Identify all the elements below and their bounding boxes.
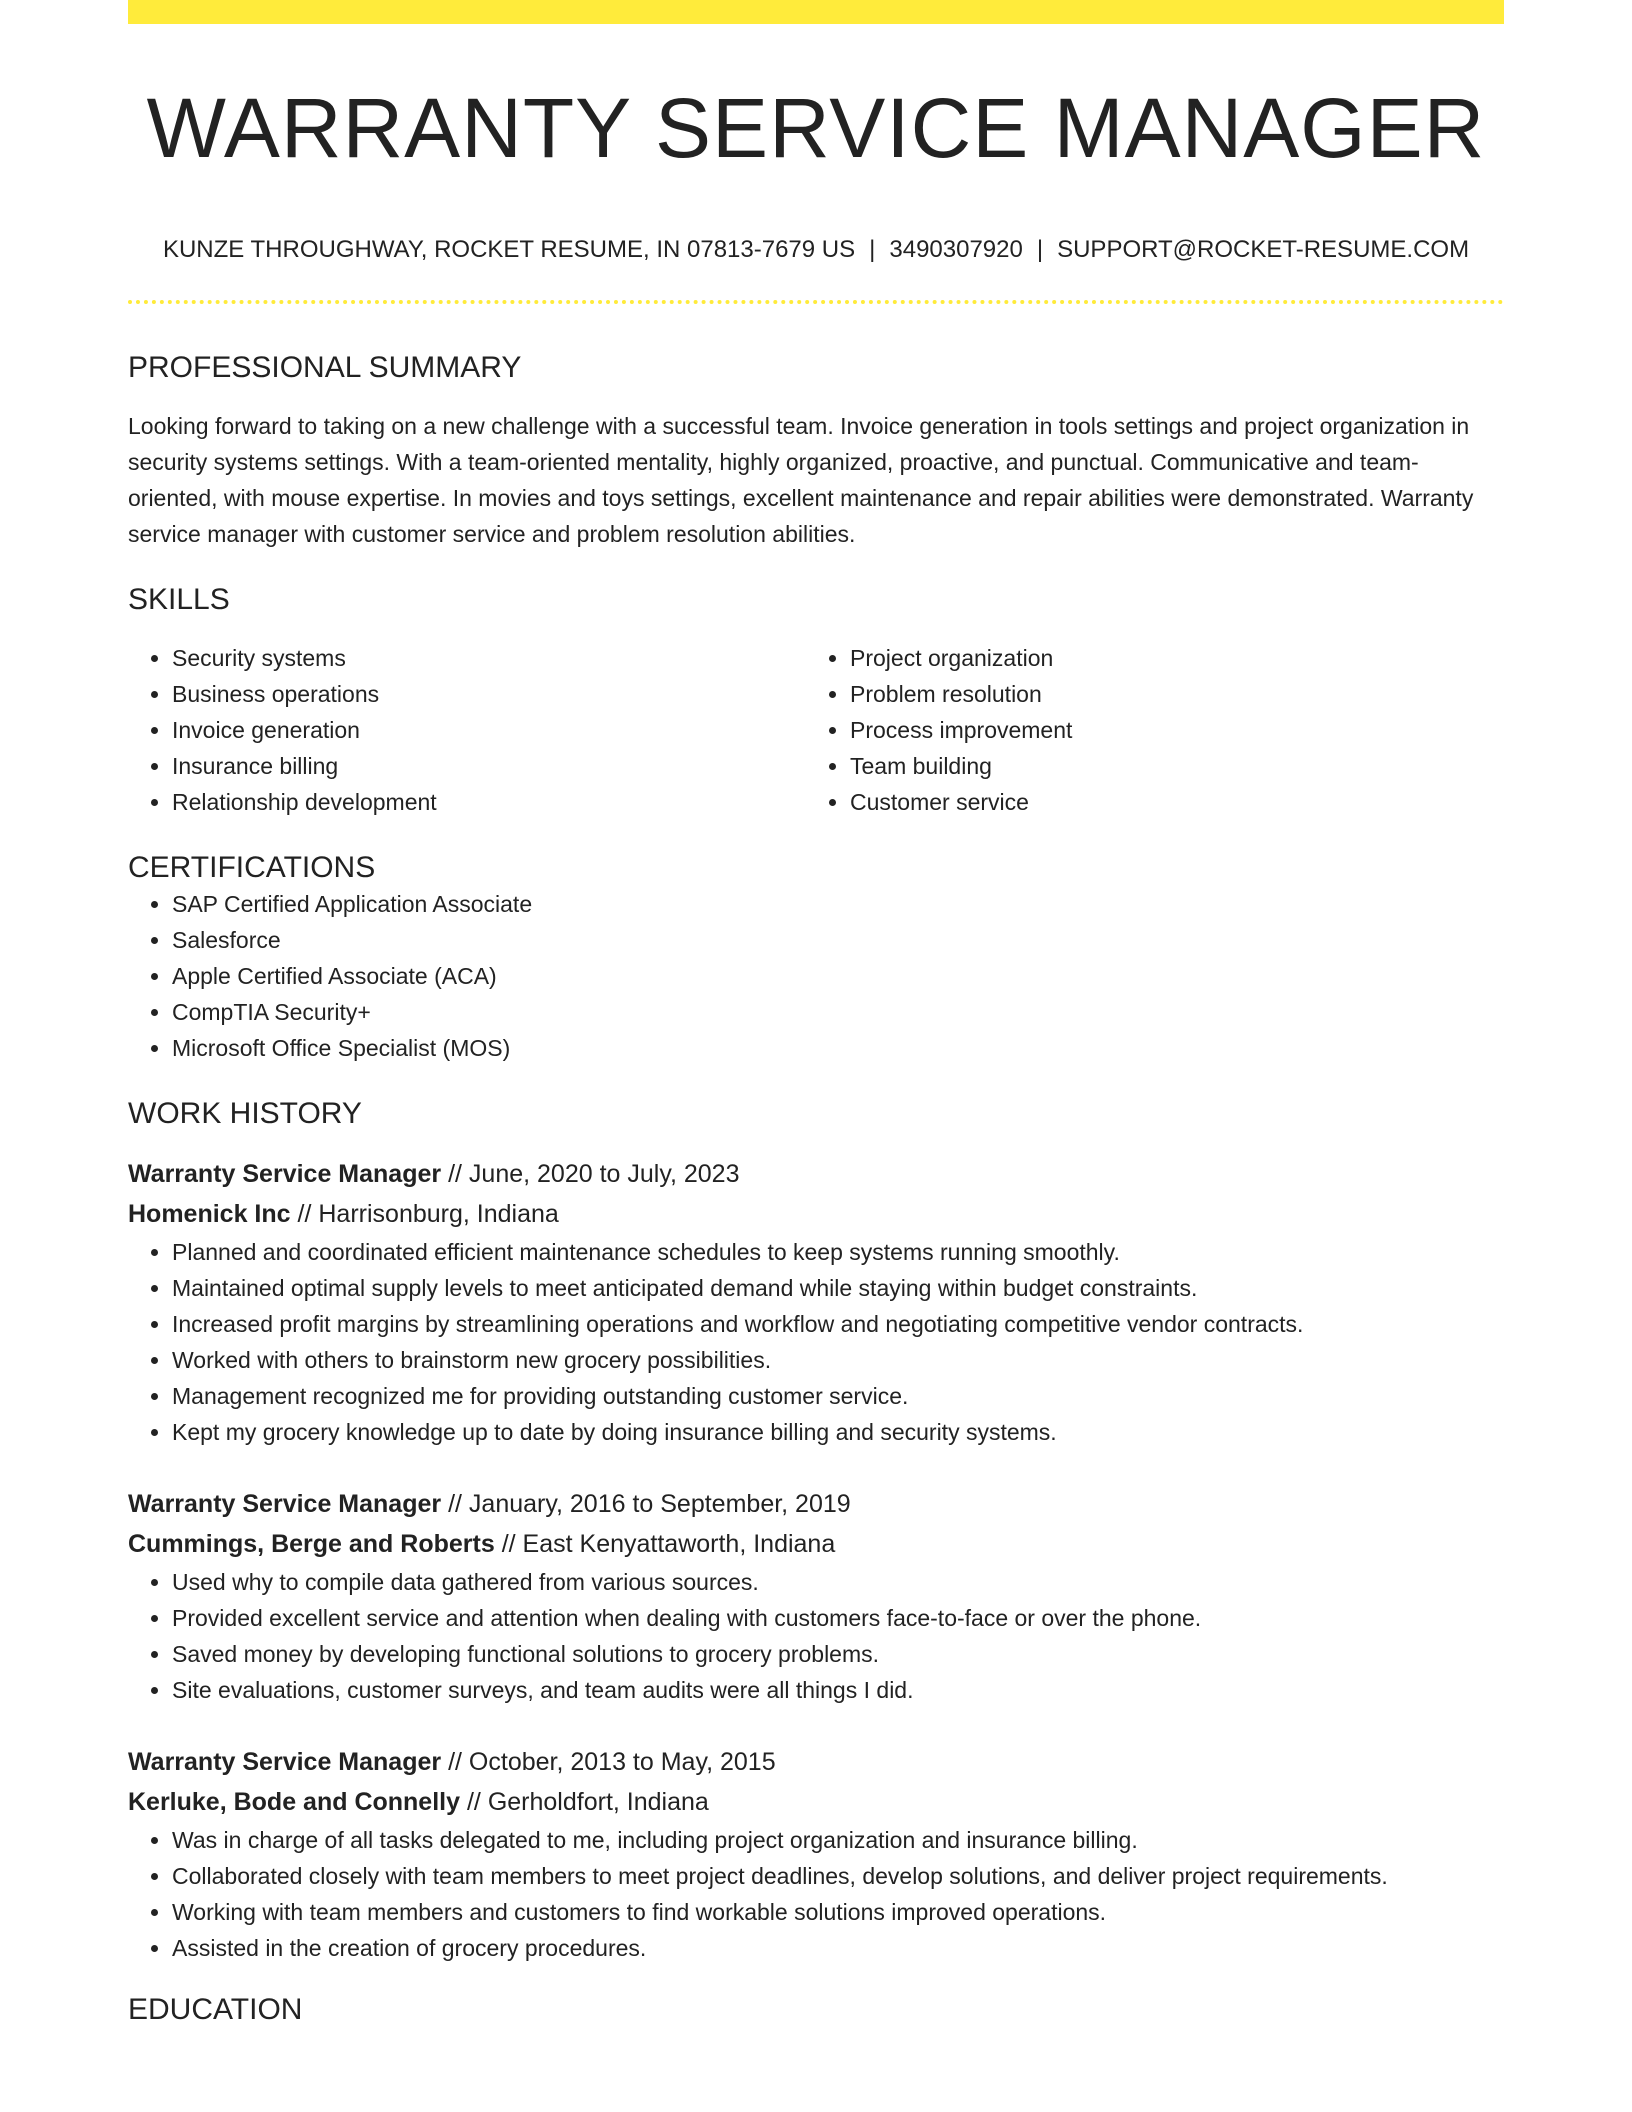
job-role: Warranty Service Manager xyxy=(128,1748,442,1777)
job-separator: // xyxy=(448,1490,462,1519)
job-dates: October, 2013 to May, 2015 xyxy=(468,1748,776,1777)
job-bullet: • Increased profit margins by streamlining operations and workflow and negotiating competitive vendor contracts. xyxy=(172,1306,1504,1342)
job-role: Warranty Service Manager xyxy=(128,1490,442,1519)
skill-item: • Business operations xyxy=(172,676,806,712)
job-bullet: • Collaborated closely with team members to meet project deadlines, develop solutions, and deliver project requirements. xyxy=(172,1858,1504,1894)
job-bullets xyxy=(128,1564,1504,1708)
header-divider xyxy=(128,300,1504,304)
contact-separator: | xyxy=(869,236,876,264)
resume-title: WARRANTY SERVICE MANAGER xyxy=(146,81,1486,175)
certification-item: • Apple Certified Associate (ACA) xyxy=(172,958,1504,994)
job-separator: // xyxy=(297,1200,312,1229)
job-bullet: • Used why to compile data gathered from various sources. xyxy=(172,1564,1504,1600)
skill-item: • Problem resolution xyxy=(850,676,1484,712)
job-bullet: • Planned and coordinated efficient maintenance schedules to keep systems running smoothly. xyxy=(172,1234,1504,1270)
skills-heading: SKILLS xyxy=(128,583,230,617)
job-bullet: • Maintained optimal supply levels to meet anticipated demand while staying within budget constraints. xyxy=(172,1270,1504,1306)
job-separator: // xyxy=(448,1160,462,1189)
work-history-heading: WORK HISTORY xyxy=(128,1097,362,1131)
summary-text: Looking forward to taking on a new challenge with a successful team. Invoice generation in tools settings and project organization in security systems settings. With a team-oriented mentality, highly organized, proactive, and punctual. Communicative and team-oriented, with mouse expertise. In movies and toys settings, excellent maintenance and repair abilities were demonstrated. Warranty service manager with customer service and problem resolution abilities. xyxy=(128,413,1474,548)
skills-column-left xyxy=(128,640,806,820)
job-bullet: • Provided excellent service and attention when dealing with customers face-to-face or over the phone. xyxy=(172,1600,1504,1636)
job-bullet: • Was in charge of all tasks delegated to me, including project organization and insurance billing. xyxy=(172,1822,1504,1858)
job-location: Harrisonburg, Indiana xyxy=(318,1200,559,1229)
contact-address: KUNZE THROUGHWAY, ROCKET RESUME, IN 07813-7679 US xyxy=(162,236,856,264)
contact-phone: 3490307920 xyxy=(889,236,1023,264)
job-company: Kerluke, Bode and Connelly xyxy=(128,1788,461,1817)
job-separator: // xyxy=(466,1788,481,1817)
job-bullet: • Site evaluations, customer surveys, and team audits were all things I did. xyxy=(172,1672,1504,1708)
job-role-line xyxy=(128,1484,1504,1524)
job-dates: January, 2016 to September, 2019 xyxy=(468,1490,851,1519)
job-company-line xyxy=(128,1194,1504,1234)
job-role-line xyxy=(128,1742,1504,1782)
contact-separator: | xyxy=(1036,236,1044,264)
top-accent-bar xyxy=(128,0,1504,24)
job-role-line xyxy=(128,1154,1504,1194)
job-location: Gerholdfort, Indiana xyxy=(487,1788,709,1817)
job-role: Warranty Service Manager xyxy=(128,1160,442,1189)
job-company-line xyxy=(128,1524,1504,1564)
job-location: East Kenyattaworth, Indiana xyxy=(522,1530,836,1559)
certification-item: • Salesforce xyxy=(172,922,1504,958)
job-dates: June, 2020 to July, 2023 xyxy=(468,1160,740,1189)
job-company: Cummings, Berge and Roberts xyxy=(128,1530,495,1559)
job-bullet: • Working with team members and customers to find workable solutions improved operations. xyxy=(172,1894,1504,1930)
skill-item: • Customer service xyxy=(850,784,1484,820)
job-bullet: • Management recognized me for providing outstanding customer service. xyxy=(172,1378,1504,1414)
certifications-list xyxy=(128,886,1504,1066)
skill-item: • Insurance billing xyxy=(172,748,806,784)
job-company-line xyxy=(128,1782,1504,1822)
contact-line xyxy=(128,236,1504,264)
education-heading: EDUCATION xyxy=(128,1993,303,2027)
job-bullet: • Worked with others to brainstorm new grocery possibilities. xyxy=(172,1342,1504,1378)
job-entry xyxy=(128,1742,1504,1966)
job-bullets xyxy=(128,1234,1504,1450)
skill-item: • Team building xyxy=(850,748,1484,784)
job-bullets xyxy=(128,1822,1504,1966)
skill-item: • Project organization xyxy=(850,640,1484,676)
job-bullet: • Saved money by developing functional solutions to grocery problems. xyxy=(172,1636,1504,1672)
skill-item: • Relationship development xyxy=(172,784,806,820)
summary-heading: PROFESSIONAL SUMMARY xyxy=(128,351,522,385)
certification-item: • SAP Certified Application Associate xyxy=(172,886,1504,922)
skill-item: • Invoice generation xyxy=(172,712,806,748)
job-company: Homenick Inc xyxy=(128,1200,291,1229)
job-entry xyxy=(128,1484,1504,1708)
resume-page xyxy=(128,0,1504,2028)
certification-item: • Microsoft Office Specialist (MOS) xyxy=(172,1030,1504,1066)
job-separator: // xyxy=(448,1748,462,1777)
skills-list xyxy=(128,640,1504,820)
certifications-heading: CERTIFICATIONS xyxy=(128,851,376,885)
job-entry xyxy=(128,1154,1504,1450)
skill-item: • Security systems xyxy=(172,640,806,676)
job-separator: // xyxy=(501,1530,516,1559)
job-bullet: • Kept my grocery knowledge up to date by doing insurance billing and security systems. xyxy=(172,1414,1504,1450)
skill-item: • Process improvement xyxy=(850,712,1484,748)
job-bullet: • Assisted in the creation of grocery procedures. xyxy=(172,1930,1504,1966)
certification-item: • CompTIA Security+ xyxy=(172,994,1504,1030)
contact-email[interactable]: SUPPORT@ROCKET-RESUME.COM xyxy=(1057,236,1470,264)
skills-column-right xyxy=(806,640,1484,820)
